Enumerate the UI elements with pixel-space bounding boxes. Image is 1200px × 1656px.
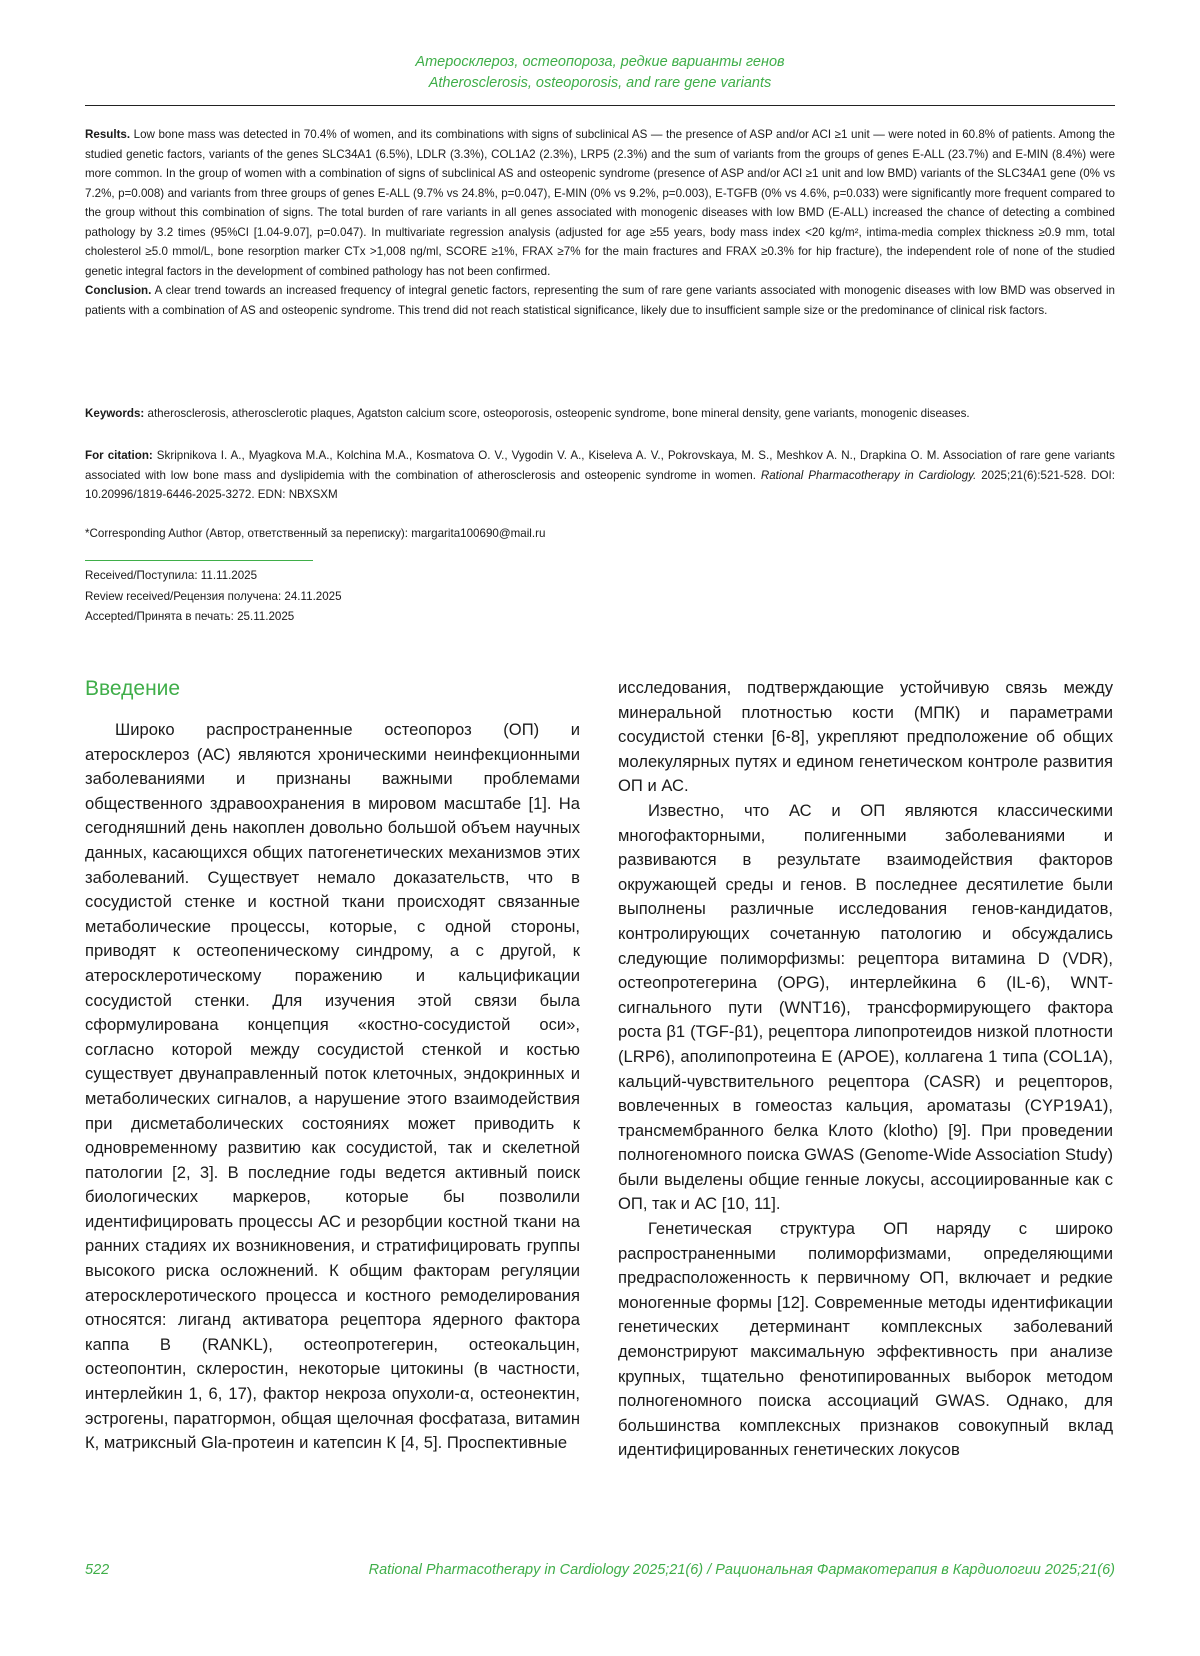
date-review: Review received/Рецензия получена: 24.11.2025 (85, 589, 342, 603)
running-header-en: Atherosclerosis, osteoporosis, and rare gene variants (428, 75, 772, 91)
corresponding-author (85, 524, 1115, 544)
running-header-ru: Атеросклероз, остеопороза, редкие варианты генов (415, 54, 785, 70)
left-column (85, 676, 580, 1456)
intro-paragraph-2: Известно, что АС и ОП являются классическими многофакторными, полигенными заболеваниями и развиваются в результате взаимодействия факторов окружающей среды и генов. В последнее десятилетие были выполнены различные исследования генов-кандидатов, контролирующих сочетанную патологию и обсуждались следующие полиморфизмы: рецептора витамина D (VDR), остеопротегерина (OPG), интерлейкина 6 (IL-6), WNT-сигнального пути (WNT16), трансформирующего фактора роста β1 (TGF-β1), рецептора липопротеидов низкой плотности (LRP6), аполипопротеина Е (APOE), коллагена 1 типа (COL1A), кальций-чувствительного рецептора (CASR) и рецепторов, вовлеченных в гомеостаз кальция, ароматазы (CYP19A1), трансмембранного белка Клото (klotho) [9]. При проведении полногеномного поиска GWAS (Genome-Wide Association Study) были выделены общие генные локусы, ассоциированные как с ОП, так и АС [10, 11]. (618, 800, 1113, 1214)
keywords (85, 404, 1115, 424)
conclusion-text: A clear trend towards an increased frequency of integral genetic factors, representing the sum of rare gene variants associated with monogenic diseases with low BMD was observed in patients with a combination of AS and osteopenic syndrome. This trend did not reach statistical significance, likely due to insufficient sample size or the predominance of clinical risk factors. (85, 284, 1115, 317)
date-received: Received/Поступила: 11.11.2025 (85, 569, 258, 582)
keywords-label: Keywords: (85, 407, 145, 420)
intro-paragraph-1: Широко распространенные остеопороз (ОП) и атеросклероз (АС) являются хроническими неинфекционными заболеваниями и признаны важными проблемами общественного здравоохранения в мировом масштабе [1]. На сегодняшний день накоплен довольно большой объем научных данных, касающихся общих патогенетических механизмов этих заболеваний. Существует немало доказательств, что в сосудистой стенке и костной ткани происходят связанные метаболические процессы, которые, с одной стороны, приводят к остеопеническому синдрому, а с другой, к атеросклеротическому поражению и кальцификации сосудистой стенки. Для изучения этой связи была сформулирована концепция «костно-сосудистой оси», согласно которой между сосудистой стенкой и костью существует двунаправленный поток клеточных, эндокринных и метаболических сигналов, а нарушение этого взаимодействия при дисметаболических состояниях может приводить к одновременному развитию как сосудистой, так и скелетной патологии [2, 3]. В последние годы ведется активный поиск биологических маркеров, которые бы позволили идентифицировать процессы АС и резорбции костной ткани на ранних стадиях их возникновения, и стратифицировать группы высокого риска осложнений. К общим факторам регуляции атеросклеротического процесса и костного ремоделирования относятся: лиганд активатора рецептора ядерного фактора каппа В (RANKL), остеопротегерин, остеокальцин, остеопонтин, склеростин, некоторые цитокины (в частности, интерлейкин 1, 6, 17), фактор некроза опухоли-α, остеонектин, эстрогены, паратгормон, общая щелочная фосфатаза, витамин К, матриксный Gla-протеин и катепсин К [4, 5]. Проспективные (85, 720, 580, 1453)
keywords-text: atherosclerosis, atherosclerotic plaques, Agatston calcium score, osteoporosis, osteopenic syndrome, bone mineral density, gene variants, monogenic diseases. (147, 407, 970, 420)
section-title-introduction: Введение (85, 677, 181, 700)
running-header (85, 52, 1115, 94)
page-number: 522 (85, 1562, 110, 1578)
right-column (618, 676, 1113, 1463)
citation-label: For citation: (85, 449, 153, 462)
abstract-conclusion (85, 281, 1115, 320)
conclusion-label: Conclusion. (85, 284, 152, 297)
dates-divider (85, 560, 313, 561)
citation-details: 2025;21(6):521-528. DOI: 10.20996/1819-6446-2025-3272. EDN: NBXSXM (85, 468, 1115, 501)
intro-paragraph-1-continued: исследования, подтверждающие устойчивую связь между минеральной плотностью кости (МПК) и параметрами сосудистой стенки [6-8], укрепляют предположение об общих молекулярных путях и едином генетическом контроле развития ОП и АС. (618, 678, 1113, 796)
corresponding-text: *Corresponding Author (Автор, ответственный за переписку): margarita100690@mail.ru (85, 527, 546, 540)
results-text: Low bone mass was detected in 70.4% of women, and its combinations with signs of subclinical AS — the presence of ASP and/or ACI ≥1 unit — were noted in 60.8% of patients. Among the studied genetic factors, variants of the genes SLC34A1 (6.5%), LDLR (3.3%), COL1A2 (2.3%), LRP5 (2.3%) and the sum of variants from the groups of genes E-ALL (23.7%) and E-MIN (8.4%) were more common. In the group of women with a combination of signs of subclinical AS and osteopenic syndrome (presence of ASP and/or ACI ≥1 unit and low BMD) variants of the SLC34A1 gene (0% vs 7.2%, p=0.008) and variants from three groups of genes E-ALL (9.7% vs 24.8%, p=0.047), E-MIN (0% vs 9.2%, p=0.003), E-TGFB (0% vs 4.6%, p=0.033) were significantly more frequent compared to the group without this combination of signs. The total burden of rare variants in all genes associated with monogenic diseases with low BMD (E-ALL) increased the chance of detecting a combined pathology by 3.2 times (95%CI [1.04-9.07], p=0.047). In multivariate regression analysis (adjusted for age ≥55 years, body mass index <20 kg/m², intima-media complex thickness ≥0.9 mm, total cholesterol ≥5.0 mmol/L, bone resorption marker CTx >1,008 ng/ml, SCORE ≥1%, FRAX ≥7% for the main fractures and FRAX ≥0.3% for hip fracture), the independent role of none of the studied genetic integral factors in the development of combined pathology has not been confirmed. (85, 128, 1115, 278)
citation-journal: Rational Pharmacotherapy in Cardiology. (760, 468, 977, 482)
abstract-results (85, 125, 1115, 281)
citation (85, 446, 1115, 505)
intro-paragraph-3: Генетическая структура ОП наряду с широко распространенными полиморфизмами, определяющими предрасположенность к первичному ОП, включает и редкие моногенные формы [12]. Современные методы идентификации генетических детерминант комплексных заболеваний демонстрируют максимальную эффективность при анализе крупных, тщательно фенотипированных выборок методом полногеномного поиска ассоциаций GWAS. Однако, для большинства комплексных признаков совокупный вклад идентифицированных генетических локусов (618, 1219, 1113, 1460)
footer-journal: Rational Pharmacotherapy in Cardiology 2025;21(6) / Рациональная Фармакотерапия в Кардиологии 2025;21(6) (368, 1562, 1115, 1578)
date-accepted: Accepted/Принята в печать: 25.11.2025 (85, 610, 295, 623)
citation-text: Skripnikova I. A., Myagkova M.A., Kolchina M.A., Kosmatova O. V., Vygodin V. A., Kiseleva A. V., Pokrovskaya, M. S., Meshkov A. N., Drapkina O. M. Association of rare gene variants associated with low bone mass and dyslipidemia with the combination of atherosclerosis and osteopenic syndrome in women. (85, 449, 1115, 482)
abstract (85, 125, 1115, 320)
results-label: Results. (85, 128, 131, 141)
dates (85, 566, 1115, 628)
header-divider (85, 105, 1115, 106)
